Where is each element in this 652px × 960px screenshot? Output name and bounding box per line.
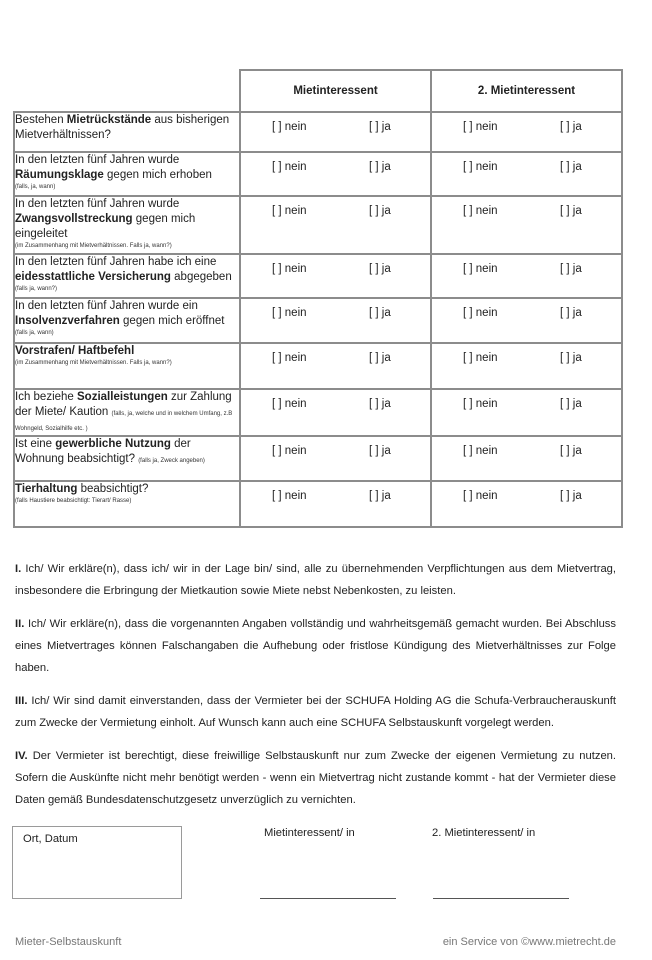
declaration-3: III. Ich/ Wir sind damit einverstanden, dass der Vermieter bei der SCHUFA Holding AG die Schufa-Verbraucherauskunft zum Zwecke der Vermietung einholt. Auf Wunsch kann auch eine SCHUFA Selbstauskunft vorgelegt werden. <box>15 695 616 729</box>
checkbox-ja[interactable]: [ ] ja <box>560 307 582 319</box>
answer-cell-applicant-2 <box>431 298 622 343</box>
checkbox-nein[interactable]: [ ] nein <box>463 398 498 410</box>
checkbox-nein[interactable]: [ ] nein <box>272 398 307 410</box>
answer-cell-applicant-2 <box>431 481 622 527</box>
header-mietinteressent: Mietinteressent <box>240 70 431 112</box>
checkbox-ja[interactable]: [ ] ja <box>560 398 582 410</box>
question-text: Ich beziehe <box>15 391 78 403</box>
declaration-1: I. Ich/ Wir erkläre(n), dass ich/ wir in der Lage bin/ sind, alle zu übernehmenden Verpflichtungen aus dem Mietvertrag, insbesondere die Erbringung der Mietkaution sowie Miete nebst Nebenkosten, zu leisten. <box>15 563 616 597</box>
checkbox-nein[interactable]: [ ] nein <box>272 307 307 319</box>
answer-cell-applicant-2 <box>431 152 622 196</box>
ort-datum-label: Ort, Datum <box>23 833 78 845</box>
table-row <box>14 152 622 196</box>
answer-cell-applicant-1 <box>240 112 431 152</box>
question-note: (falls, ja, wann) <box>15 184 56 190</box>
table-row <box>14 298 622 343</box>
question-cell <box>14 481 240 527</box>
table-row <box>14 389 622 436</box>
answer-cell-applicant-1 <box>240 343 431 389</box>
table-row <box>14 112 622 152</box>
question-text: beabsichtigt? <box>77 483 149 495</box>
table-row <box>14 254 622 298</box>
declarations <box>15 558 616 822</box>
checkbox-ja[interactable]: [ ] ja <box>369 307 391 319</box>
checkbox-ja[interactable]: [ ] ja <box>560 263 582 275</box>
declaration-4: IV. Der Vermieter ist berechtigt, diese freiwillige Selbstauskunft nur zum Zwecke der eigenen Vermietung zu nutzen. Sofern die Auskünfte nicht mehr benötigt werden - wenn ein Mietvertrag nicht zustande kommt - hat der Vermieter diese Daten gemäß Bundesdatenschutzgesetz unverzüglich zu vernichten. <box>15 750 616 806</box>
table-row <box>14 343 622 389</box>
answer-cell-applicant-1 <box>240 298 431 343</box>
checkbox-nein[interactable]: [ ] nein <box>463 307 498 319</box>
question-text: der Wohnung beabsichtigt? <box>15 438 191 465</box>
question-note: (falls ja, Zweck angeben) <box>138 458 205 464</box>
question-text: In den letzten fünf Jahren habe ich eine <box>15 256 217 268</box>
question-text: gegen mich eingeleitet <box>15 213 196 240</box>
answer-cell-applicant-2 <box>431 343 622 389</box>
answer-cell-applicant-1 <box>240 481 431 527</box>
question-cell <box>14 389 240 436</box>
checkbox-nein[interactable]: [ ] nein <box>272 205 307 217</box>
table-header-row <box>14 70 622 112</box>
question-note: (falls ja, wann) <box>15 330 54 336</box>
answer-cell-applicant-2 <box>431 112 622 152</box>
question-cell <box>14 196 240 254</box>
answer-cell-applicant-1 <box>240 196 431 254</box>
checkbox-nein[interactable]: [ ] nein <box>463 121 498 133</box>
signature-2-label: 2. Mietinteressent/ in <box>432 827 536 839</box>
question-keyword: Mietrückstände <box>66 114 152 126</box>
checkbox-nein[interactable]: [ ] nein <box>272 263 307 275</box>
checkbox-ja[interactable]: [ ] ja <box>560 161 582 173</box>
checkbox-nein[interactable]: [ ] nein <box>272 161 307 173</box>
answer-cell-applicant-1 <box>240 152 431 196</box>
question-text: Ist eine <box>15 438 56 450</box>
checkbox-ja[interactable]: [ ] ja <box>560 205 582 217</box>
checkbox-nein[interactable]: [ ] nein <box>463 205 498 217</box>
checkbox-nein[interactable]: [ ] nein <box>463 490 498 502</box>
question-note: (falls Haustiere beabsichtigt: Tierart/ Rasse) <box>15 498 132 504</box>
question-text: In den letzten fünf Jahren wurde ein <box>15 300 198 312</box>
question-text: In den letzten fünf Jahren wurde <box>15 154 180 166</box>
answer-cell-applicant-1 <box>240 436 431 481</box>
answer-cell-applicant-2 <box>431 196 622 254</box>
header-blank <box>14 70 240 112</box>
question-keyword: Tierhaltung <box>15 483 78 495</box>
table-row <box>14 436 622 481</box>
question-cell <box>14 298 240 343</box>
checkbox-ja[interactable]: [ ] ja <box>560 490 582 502</box>
checkbox-nein[interactable]: [ ] nein <box>463 263 498 275</box>
checkbox-ja[interactable]: [ ] ja <box>369 161 391 173</box>
checkbox-nein[interactable]: [ ] nein <box>463 161 498 173</box>
header-2-mietinteressent: 2. Mietinteressent <box>431 70 622 112</box>
question-keyword: Vorstrafen/ Haftbefehl <box>15 345 135 357</box>
question-cell <box>14 254 240 298</box>
question-cell <box>14 152 240 196</box>
question-text: Bestehen <box>15 114 67 126</box>
questionnaire-table <box>13 69 623 528</box>
question-note: (falls, ja, welche und in welchem Umfang, z.B Wohngeld, Sozialhilfe etc. ) <box>15 411 233 432</box>
question-cell <box>14 436 240 481</box>
question-cell <box>14 343 240 389</box>
question-keyword: Sozialleistungen <box>77 391 168 403</box>
checkbox-ja[interactable]: [ ] ja <box>369 121 391 133</box>
declaration-2: II. Ich/ Wir erkläre(n), dass die vorgenannten Angaben vollständig und wahrheitsgemäß gemacht wurden. Bei Abschluss eines Mietvertrages können Falschangaben die Aufhebung oder fristlose Kündigung des Mietverhältnisses zur Folge haben. <box>15 618 616 674</box>
question-text: zur Zahlung der Miete/ Kaution <box>15 391 232 418</box>
signature-2-line[interactable] <box>433 898 569 899</box>
question-keyword: gewerbliche Nutzung <box>55 438 171 450</box>
question-note: (im Zusammenhang mit Mietverhältnissen. Falls ja, wann?) <box>15 360 172 366</box>
checkbox-nein[interactable]: [ ] nein <box>272 445 307 457</box>
answer-cell-applicant-2 <box>431 389 622 436</box>
question-text: abgegeben <box>170 271 232 283</box>
question-cell <box>14 112 240 152</box>
signature-1-line[interactable] <box>260 898 396 899</box>
checkbox-ja[interactable]: [ ] ja <box>369 445 391 457</box>
checkbox-ja[interactable]: [ ] ja <box>369 352 391 364</box>
table-row <box>14 481 622 527</box>
signature-1-label: Mietinteressent/ in <box>264 827 355 839</box>
checkbox-nein[interactable]: [ ] nein <box>272 121 307 133</box>
answer-cell-applicant-1 <box>240 254 431 298</box>
checkbox-ja[interactable]: [ ] ja <box>369 490 391 502</box>
question-keyword: eidesstattliche Versicherung <box>15 271 171 283</box>
ort-datum-field[interactable] <box>12 826 182 899</box>
answer-cell-applicant-1 <box>240 389 431 436</box>
question-note: (im Zusammenhang mit Mietverhältnissen. Falls ja, wann?) <box>15 243 172 249</box>
checkbox-nein[interactable]: [ ] nein <box>272 490 307 502</box>
checkbox-nein[interactable]: [ ] nein <box>463 352 498 364</box>
footer-right: ein Service von ©www.mietrecht.de <box>442 936 616 948</box>
question-keyword: Insolvenzverfahren <box>15 315 120 327</box>
question-text: gegen mich eröffnet <box>119 315 225 327</box>
question-keyword: Zwangsvollstreckung <box>15 213 133 225</box>
checkbox-ja[interactable]: [ ] ja <box>369 398 391 410</box>
checkbox-ja[interactable]: [ ] ja <box>560 445 582 457</box>
checkbox-ja[interactable]: [ ] ja <box>369 263 391 275</box>
answer-cell-applicant-2 <box>431 436 622 481</box>
question-text: aus bisherigen Mietverhältnissen? <box>15 114 230 141</box>
checkbox-ja[interactable]: [ ] ja <box>560 121 582 133</box>
footer-left: Mieter-Selbstauskunft <box>15 936 122 948</box>
checkbox-nein[interactable]: [ ] nein <box>463 445 498 457</box>
checkbox-ja[interactable]: [ ] ja <box>560 352 582 364</box>
checkbox-nein[interactable]: [ ] nein <box>272 352 307 364</box>
question-keyword: Räumungsklage <box>15 169 104 181</box>
table-row <box>14 196 622 254</box>
question-text: gegen mich erhoben <box>103 169 212 181</box>
answer-cell-applicant-2 <box>431 254 622 298</box>
checkbox-ja[interactable]: [ ] ja <box>369 205 391 217</box>
question-note: (falls ja, wann?) <box>15 286 58 292</box>
question-text: In den letzten fünf Jahren wurde <box>15 198 180 210</box>
